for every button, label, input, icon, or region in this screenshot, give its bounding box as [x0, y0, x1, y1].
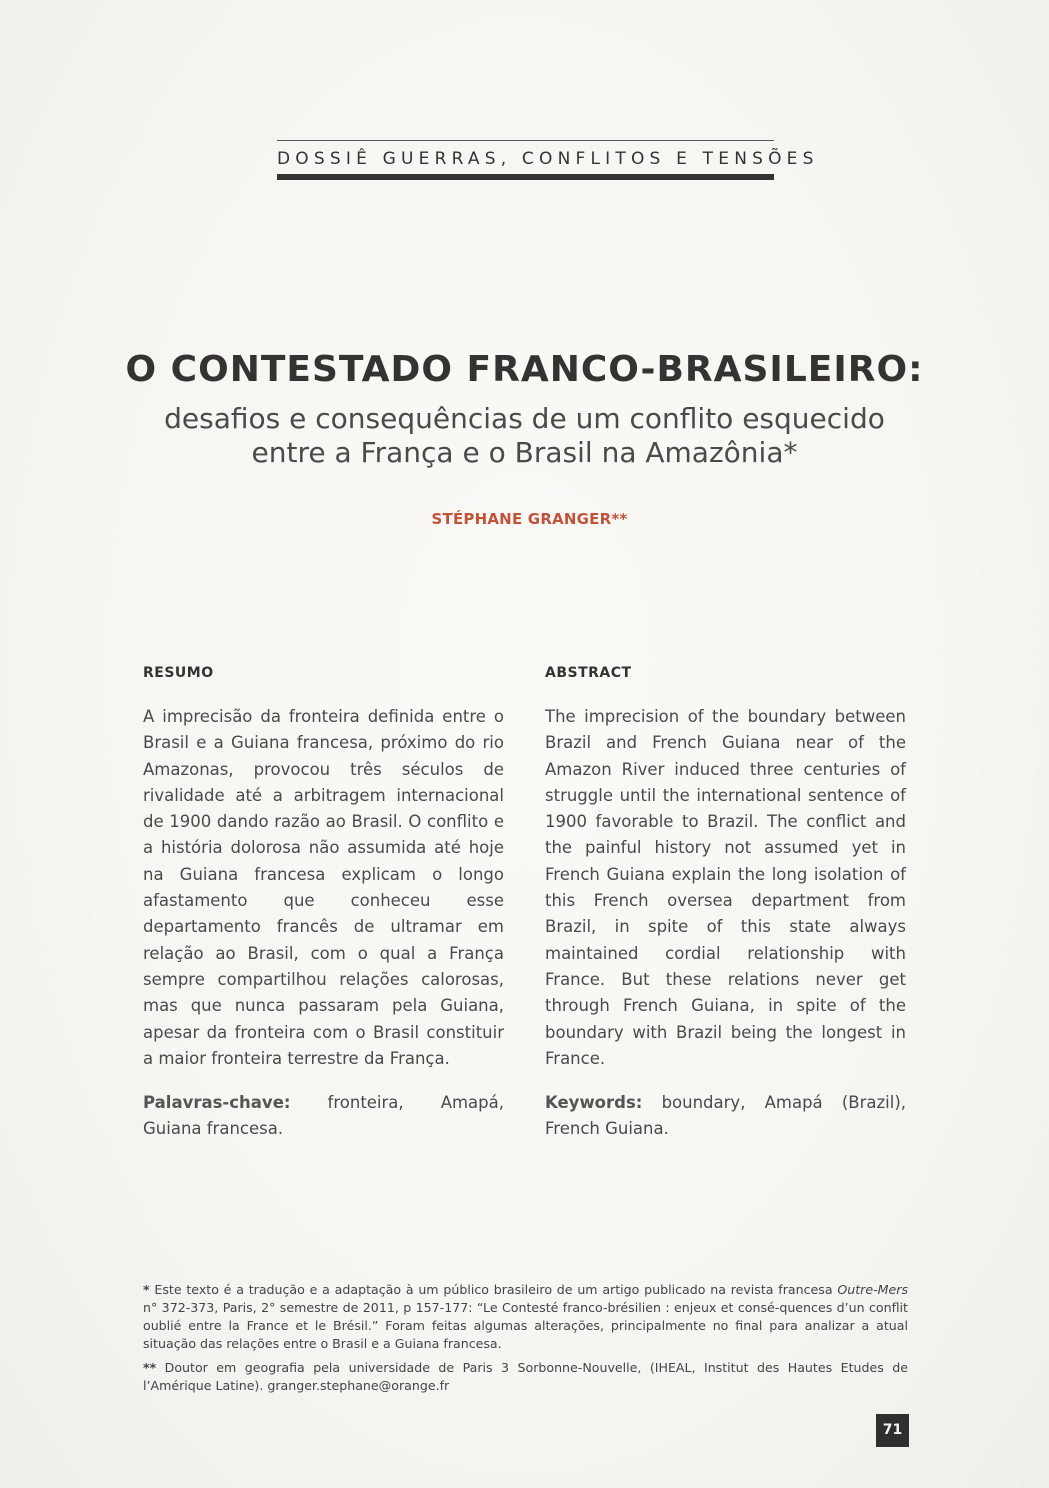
article-title: O CONTESTADO FRANCO-BRASILEIRO:	[125, 349, 924, 390]
resumo-column	[143, 662, 504, 1143]
section-title: DOSSIÊ GUERRAS, CONFLITOS E TENSÕES	[277, 149, 819, 169]
resumo-body: A imprecisão da fronteira definida entre o Brasil e a Guiana francesa, próximo do rio Amazonas, provocou três séculos de rivalidade até a arbitragem internacional de 1900 dando razão ao Brasil. O conflito e a história dolorosa não assumida até hoje na Guiana francesa explicam o longo afastamento que conheceu esse departamento francês de ultramar em relação ao Brasil, com o qual a França sempre compartilhou relações calorosas, mas que nunca passaram pela Guiana, apesar da fronteira com o Brasil constituir a maior fronteira terrestre da França.	[143, 707, 504, 1068]
author-name: STÉPHANE GRANGER**	[431, 510, 628, 528]
section-header	[277, 140, 819, 180]
abstract-keywords	[545, 1090, 906, 1143]
article-subtitle	[100, 402, 949, 470]
resumo-keywords-label: Palavras-chave:	[143, 1093, 291, 1113]
abstract-keywords-label: Keywords:	[545, 1093, 643, 1113]
abstract-keywords-text: boundary, Amapá (Brazil), French Guiana.	[545, 1093, 907, 1139]
footnote-1-text-a: Este texto é a tradução e a adaptação à um público brasileiro de um artigo publicado na revista francesa	[154, 1282, 833, 1297]
footnote-1-journal: Outre-Mers	[837, 1282, 908, 1297]
footnote-2-mark: **	[143, 1360, 157, 1375]
resumo-keywords-text: fronteira, Amapá, Guiana francesa.	[143, 1093, 504, 1139]
footnotes	[143, 1281, 908, 1401]
footnote-1-text-b: n° 372-373, Paris, 2° semestre de 2011, p 157-177: “Le Contesté franco-brésilien : enjeux et consé-quences d’un conflit oublié entre la France et le Brésil.” Foram feitas algumas alterações, principalmente no final para analizar a atual situação das relações entre o Brasil e a Guiana francesa.	[143, 1300, 908, 1351]
subtitle-line-1: desafios e consequências de um conflito esquecido	[164, 402, 885, 435]
subtitle-line-2: entre a França e o Brasil na Amazônia*	[251, 436, 798, 469]
resumo-heading: RESUMO	[143, 665, 214, 681]
header-bottom-rule	[277, 174, 774, 180]
resumo-keywords	[143, 1090, 504, 1143]
footnote-1	[143, 1281, 908, 1353]
abstract-heading: ABSTRACT	[545, 665, 632, 681]
page-number: 71	[876, 1414, 909, 1447]
footnote-2-text: Doutor em geografia pela universidade de Paris 3 Sorbonne-Nouvelle, (IHEAL, Institut des Hautes Etudes de l’Amérique Latine). granger.stephane@orange.fr	[143, 1360, 908, 1393]
abstract-body: The imprecision of the boundary between Brazil and French Guiana near of the Amazon River induced three centuries of struggle until the international sentence of 1900 favorable to Brazil. The conflict and the painful history not assumed yet in French Guiana explain the long isolation of this French oversea department from Brazil, in spite of this state always maintained cordial relationship with France. But these relations never get through French Guiana, in spite of the boundary with Brazil being the longest in France.	[545, 707, 906, 1068]
footnote-1-mark: *	[143, 1282, 150, 1297]
abstract-column	[545, 662, 906, 1143]
footnote-2	[143, 1359, 908, 1395]
